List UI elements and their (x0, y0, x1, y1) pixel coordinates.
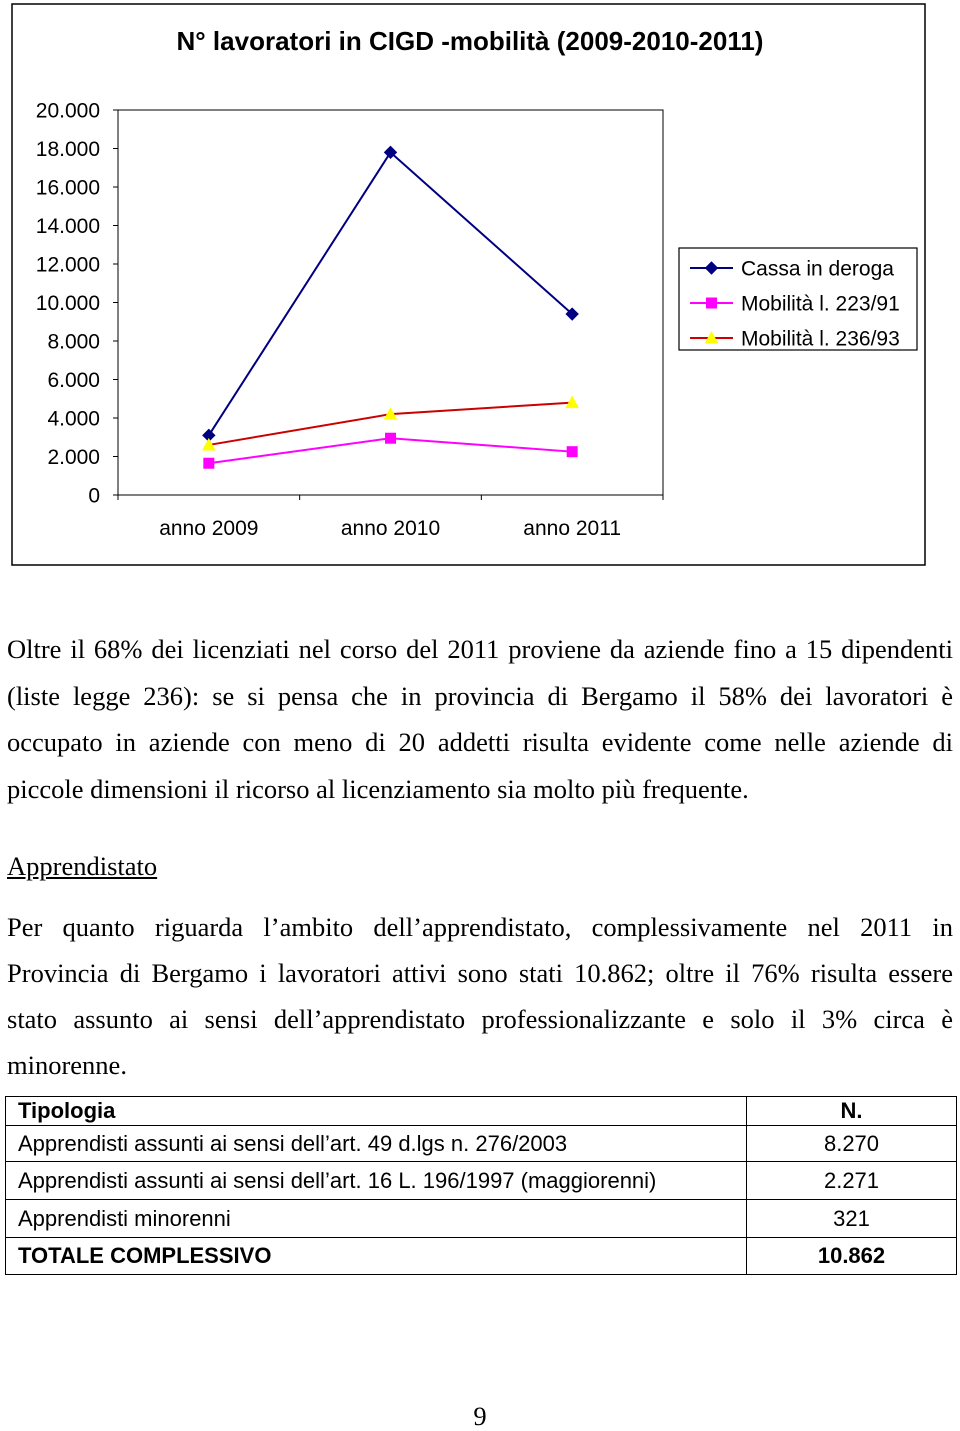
section-heading: Apprendistato (7, 851, 158, 881)
data-point-marker (386, 433, 396, 443)
paragraph-line: Per quanto riguarda l’ambito dell’apprendistato, complessivamente nel 2011 in (7, 912, 953, 942)
table-row (6, 1162, 957, 1200)
legend-label: Mobilità l. 223/91 (741, 292, 900, 316)
y-tick-label: 20.000 (35, 99, 100, 123)
legend-label: Mobilità l. 236/93 (741, 327, 900, 351)
table-header-n: N. (747, 1097, 957, 1126)
y-tick-label: 6.000 (47, 369, 100, 392)
x-tick-label: anno 2010 (340, 517, 441, 540)
paragraph-line: Oltre il 68% dei licenziati nel corso del 2011 proviene da aziende fino a 15 dipendenti (7, 634, 953, 664)
line-chart (0, 0, 960, 575)
y-tick-label: 10.000 (35, 292, 100, 315)
table-header-row (6, 1097, 957, 1126)
table-cell-value: 8.270 (747, 1126, 957, 1162)
table-total-row (6, 1238, 957, 1275)
paragraph-apprendistato (7, 904, 953, 1088)
y-tick-label: 8.000 (47, 330, 100, 354)
paragraph-line: minorenne. (7, 1050, 127, 1080)
paragraph-line: (liste legge 236): se si pensa che in provincia di Bergamo il 58% dei lavoratori è (7, 680, 953, 711)
data-point-marker (204, 458, 214, 468)
legend-label: Cassa in deroga (741, 257, 894, 281)
apprendisti-table (5, 1096, 957, 1275)
y-tick-label: 16.000 (35, 176, 100, 200)
paragraph-licenziamenti (7, 626, 953, 813)
legend-marker (707, 298, 717, 308)
data-point-marker (567, 447, 577, 457)
y-tick-label: 18.000 (35, 138, 100, 161)
table-total-value: 10.862 (747, 1238, 957, 1275)
y-tick-label: 4.000 (47, 407, 100, 431)
paragraph-line: stato assunto ai sensi dell’apprendistato professionalizzante e solo il 3% circa è (7, 1004, 953, 1034)
x-tick-label: anno 2011 (523, 517, 622, 540)
table-total-label: TOTALE COMPLESSIVO (6, 1238, 747, 1275)
chart-title: N° lavoratori in CIGD -mobilità (2009-2010-2011) (176, 26, 764, 56)
table-header-tipologia: Tipologia (6, 1097, 747, 1126)
table-cell-label: Apprendisti assunti ai sensi dell’art. 49 d.lgs n. 276/2003 (6, 1126, 747, 1162)
table-cell-label: Apprendisti assunti ai sensi dell’art. 16 L. 196/1997 (maggiorenni) (6, 1162, 747, 1200)
y-tick-label: 2.000 (47, 446, 100, 469)
x-tick-label: anno 2009 (159, 517, 259, 540)
paragraph-line: Provincia di Bergamo i lavoratori attivi sono stati 10.862; oltre il 76% risulta essere (7, 958, 953, 988)
y-tick-label: 12.000 (35, 253, 100, 277)
y-tick-label: 14.000 (35, 215, 100, 238)
table-cell-label: Apprendisti minorenni (6, 1200, 747, 1238)
table-row (6, 1200, 957, 1238)
y-tick-label: 0 (88, 484, 100, 508)
table-row (6, 1126, 957, 1162)
paragraph-line: occupato in aziende con meno di 20 addetti risulta evidente come nelle aziende di (7, 727, 953, 758)
table-cell-value: 321 (747, 1200, 957, 1238)
paragraph-line: piccole dimensioni il ricorso al licenziamento sia molto più frequente. (7, 773, 749, 804)
page-number: 9 (473, 1401, 487, 1431)
table-cell-value: 2.271 (747, 1162, 957, 1200)
